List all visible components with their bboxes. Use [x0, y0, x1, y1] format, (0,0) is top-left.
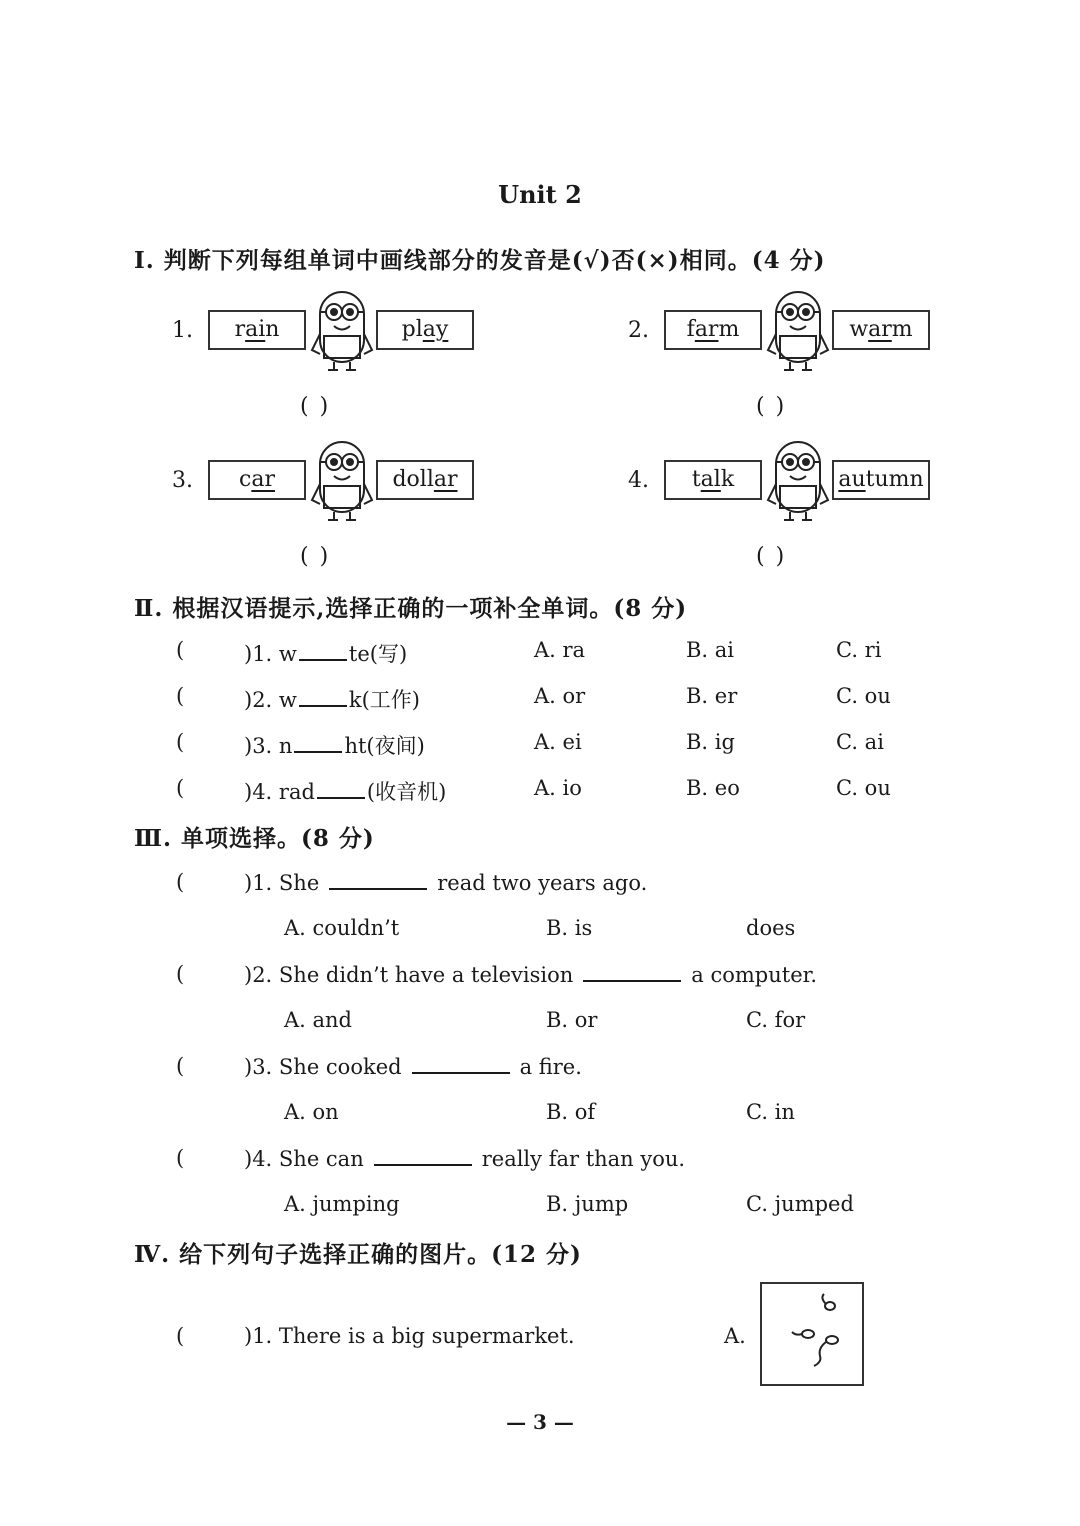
underlined-part: au — [838, 467, 866, 492]
s1-item-3-number: 3. — [172, 468, 193, 493]
section-2-heading: Ⅱ. 根据汉语提示,选择正确的一项补全单词。(8 分) — [134, 595, 688, 622]
question-text: )1. w — [244, 642, 297, 666]
cartoon-minion-icon — [308, 438, 376, 528]
underlined-part: ar — [868, 317, 892, 342]
s1-item-4-word2-box — [832, 460, 930, 500]
s3-q2-option-c[interactable]: C. for — [746, 1008, 806, 1032]
s1-item-1-word1-box — [208, 310, 306, 350]
question-text: )2. She didn’t have a television — [244, 963, 574, 987]
s4-q1: )1. There is a big supermarket. — [244, 1324, 575, 1348]
s2-q3-option-c[interactable]: C. ai — [836, 730, 884, 754]
s1-item-1-number: 1. — [172, 318, 193, 343]
word-part: tumn — [865, 467, 924, 492]
word-part: k — [720, 467, 735, 492]
underlined-part: ay — [422, 317, 449, 342]
question-text: a fire. — [519, 1055, 582, 1079]
s3-q2-option-b[interactable]: B. or — [546, 1008, 598, 1032]
s3-q3-open-paren[interactable]: ( — [176, 1054, 185, 1078]
s2-q1-option-a[interactable]: A. ra — [534, 638, 586, 662]
question-text: )4. rad — [244, 780, 315, 804]
cartoon-minion-icon — [764, 288, 832, 378]
s1-item-4-number: 4. — [628, 468, 649, 493]
question-text: (收音机) — [366, 780, 447, 804]
fill-blank — [412, 1054, 510, 1074]
word-part: n — [265, 317, 280, 342]
s3-q1-option-b[interactable]: B. is — [546, 916, 593, 940]
word-part: m — [718, 317, 740, 342]
word-part: c — [239, 467, 252, 492]
underlined-part: al — [700, 467, 721, 492]
question-text: read two years ago. — [437, 871, 648, 895]
fill-blank — [317, 779, 365, 799]
s2-q2-option-b[interactable]: B. er — [686, 684, 738, 708]
underlined-part: ar — [433, 467, 458, 492]
s3-q4-option-c[interactable]: C. jumped — [746, 1192, 854, 1216]
s2-q3 — [244, 730, 425, 760]
fill-blank — [294, 733, 342, 753]
word-part: pl — [401, 317, 423, 342]
question-text: a computer. — [691, 963, 818, 987]
s3-q1-option-c[interactable]: does — [746, 916, 796, 940]
s4-q1-open-paren[interactable]: ( — [176, 1324, 185, 1348]
underlined-part: ai — [245, 317, 266, 342]
s3-q1 — [244, 870, 647, 895]
question-text: k(工作) — [348, 688, 421, 712]
s2-q4-option-a[interactable]: A. io — [534, 776, 582, 800]
question-text: )3. She cooked — [244, 1055, 402, 1079]
s1-item-3-answer-blank[interactable]: ( ) — [300, 544, 331, 569]
s2-q4-option-c[interactable]: C. ou — [836, 776, 891, 800]
question-text: really far than you. — [481, 1147, 686, 1171]
question-text: )1. She — [244, 871, 320, 895]
s2-q4-option-b[interactable]: B. eo — [686, 776, 740, 800]
question-text: )3. n — [244, 734, 293, 758]
s1-item-4-answer-blank[interactable]: ( ) — [756, 544, 787, 569]
s1-item-1-word2-box — [376, 310, 474, 350]
s2-q2-open-paren[interactable]: ( — [176, 684, 185, 708]
s1-item-2-answer-blank[interactable]: ( ) — [756, 394, 787, 419]
s3-q3-option-b[interactable]: B. of — [546, 1100, 596, 1124]
s1-item-2-word1-box — [664, 310, 762, 350]
s2-q2-option-c[interactable]: C. ou — [836, 684, 891, 708]
s3-q1-open-paren[interactable]: ( — [176, 870, 185, 894]
s4-option-a-picture[interactable] — [760, 1282, 864, 1386]
s1-item-2-word2-box — [832, 310, 930, 350]
s2-q1-option-b[interactable]: B. ai — [686, 638, 735, 662]
s3-q2-open-paren[interactable]: ( — [176, 962, 185, 986]
section-3-heading: Ⅲ. 单项选择。(8 分) — [134, 825, 375, 852]
question-text: te(写) — [348, 642, 408, 666]
fill-blank — [299, 641, 347, 661]
s2-q2 — [244, 684, 420, 714]
page-number: — 3 — — [506, 1410, 574, 1434]
s2-q4 — [244, 776, 446, 806]
s1-item-3-word1-box — [208, 460, 306, 500]
question-text: )2. w — [244, 688, 297, 712]
s2-q1-open-paren[interactable]: ( — [176, 638, 185, 662]
tadpoles-icon — [762, 1284, 862, 1384]
s2-q1-option-c[interactable]: C. ri — [836, 638, 882, 662]
s3-q3-option-a[interactable]: A. on — [284, 1100, 339, 1124]
s2-q2-option-a[interactable]: A. or — [534, 684, 586, 708]
section-1-heading: Ⅰ. 判断下列每组单词中画线部分的发音是(√)否(×)相同。(4 分) — [134, 247, 826, 274]
fill-blank — [329, 870, 427, 890]
s2-q3-option-a[interactable]: A. ei — [534, 730, 582, 754]
fill-blank — [374, 1146, 472, 1166]
word-part: m — [891, 317, 913, 342]
s3-q4-option-b[interactable]: B. jump — [546, 1192, 629, 1216]
section-4-heading: Ⅳ. 给下列句子选择正确的图片。(12 分) — [134, 1241, 582, 1268]
cartoon-minion-icon — [764, 438, 832, 528]
s3-q4 — [244, 1146, 685, 1171]
s3-q4-open-paren[interactable]: ( — [176, 1146, 185, 1170]
question-text: )4. She can — [244, 1147, 364, 1171]
s1-item-4-word1-box — [664, 460, 762, 500]
fill-blank — [299, 687, 347, 707]
s1-item-1-answer-blank[interactable]: ( ) — [300, 394, 331, 419]
s3-q2 — [244, 962, 817, 987]
s1-item-2-number: 2. — [628, 318, 649, 343]
s3-q3 — [244, 1054, 582, 1079]
s2-q4-open-paren[interactable]: ( — [176, 776, 185, 800]
underlined-part: ar — [251, 467, 275, 492]
s4-option-a-label[interactable]: A. — [724, 1324, 746, 1348]
word-part: f — [686, 317, 695, 342]
s3-q1-option-a[interactable]: A. couldn’t — [284, 916, 400, 940]
word-part: r — [234, 317, 246, 342]
s3-q3-option-c[interactable]: C. in — [746, 1100, 795, 1124]
cartoon-minion-icon — [308, 288, 376, 378]
fill-blank — [583, 962, 681, 982]
page-title: Unit 2 — [498, 180, 582, 209]
s2-q3-open-paren[interactable]: ( — [176, 730, 185, 754]
s2-q3-option-b[interactable]: B. ig — [686, 730, 735, 754]
s1-item-3-word2-box — [376, 460, 474, 500]
underlined-part: ar — [694, 317, 719, 342]
word-part: w — [849, 317, 869, 342]
s3-q4-option-a[interactable]: A. jumping — [284, 1192, 400, 1216]
s3-q2-option-a[interactable]: A. and — [284, 1008, 353, 1032]
s2-q1 — [244, 638, 407, 668]
word-part: t — [691, 467, 701, 492]
question-text: ht(夜间) — [344, 734, 425, 758]
word-part: doll — [392, 467, 434, 492]
